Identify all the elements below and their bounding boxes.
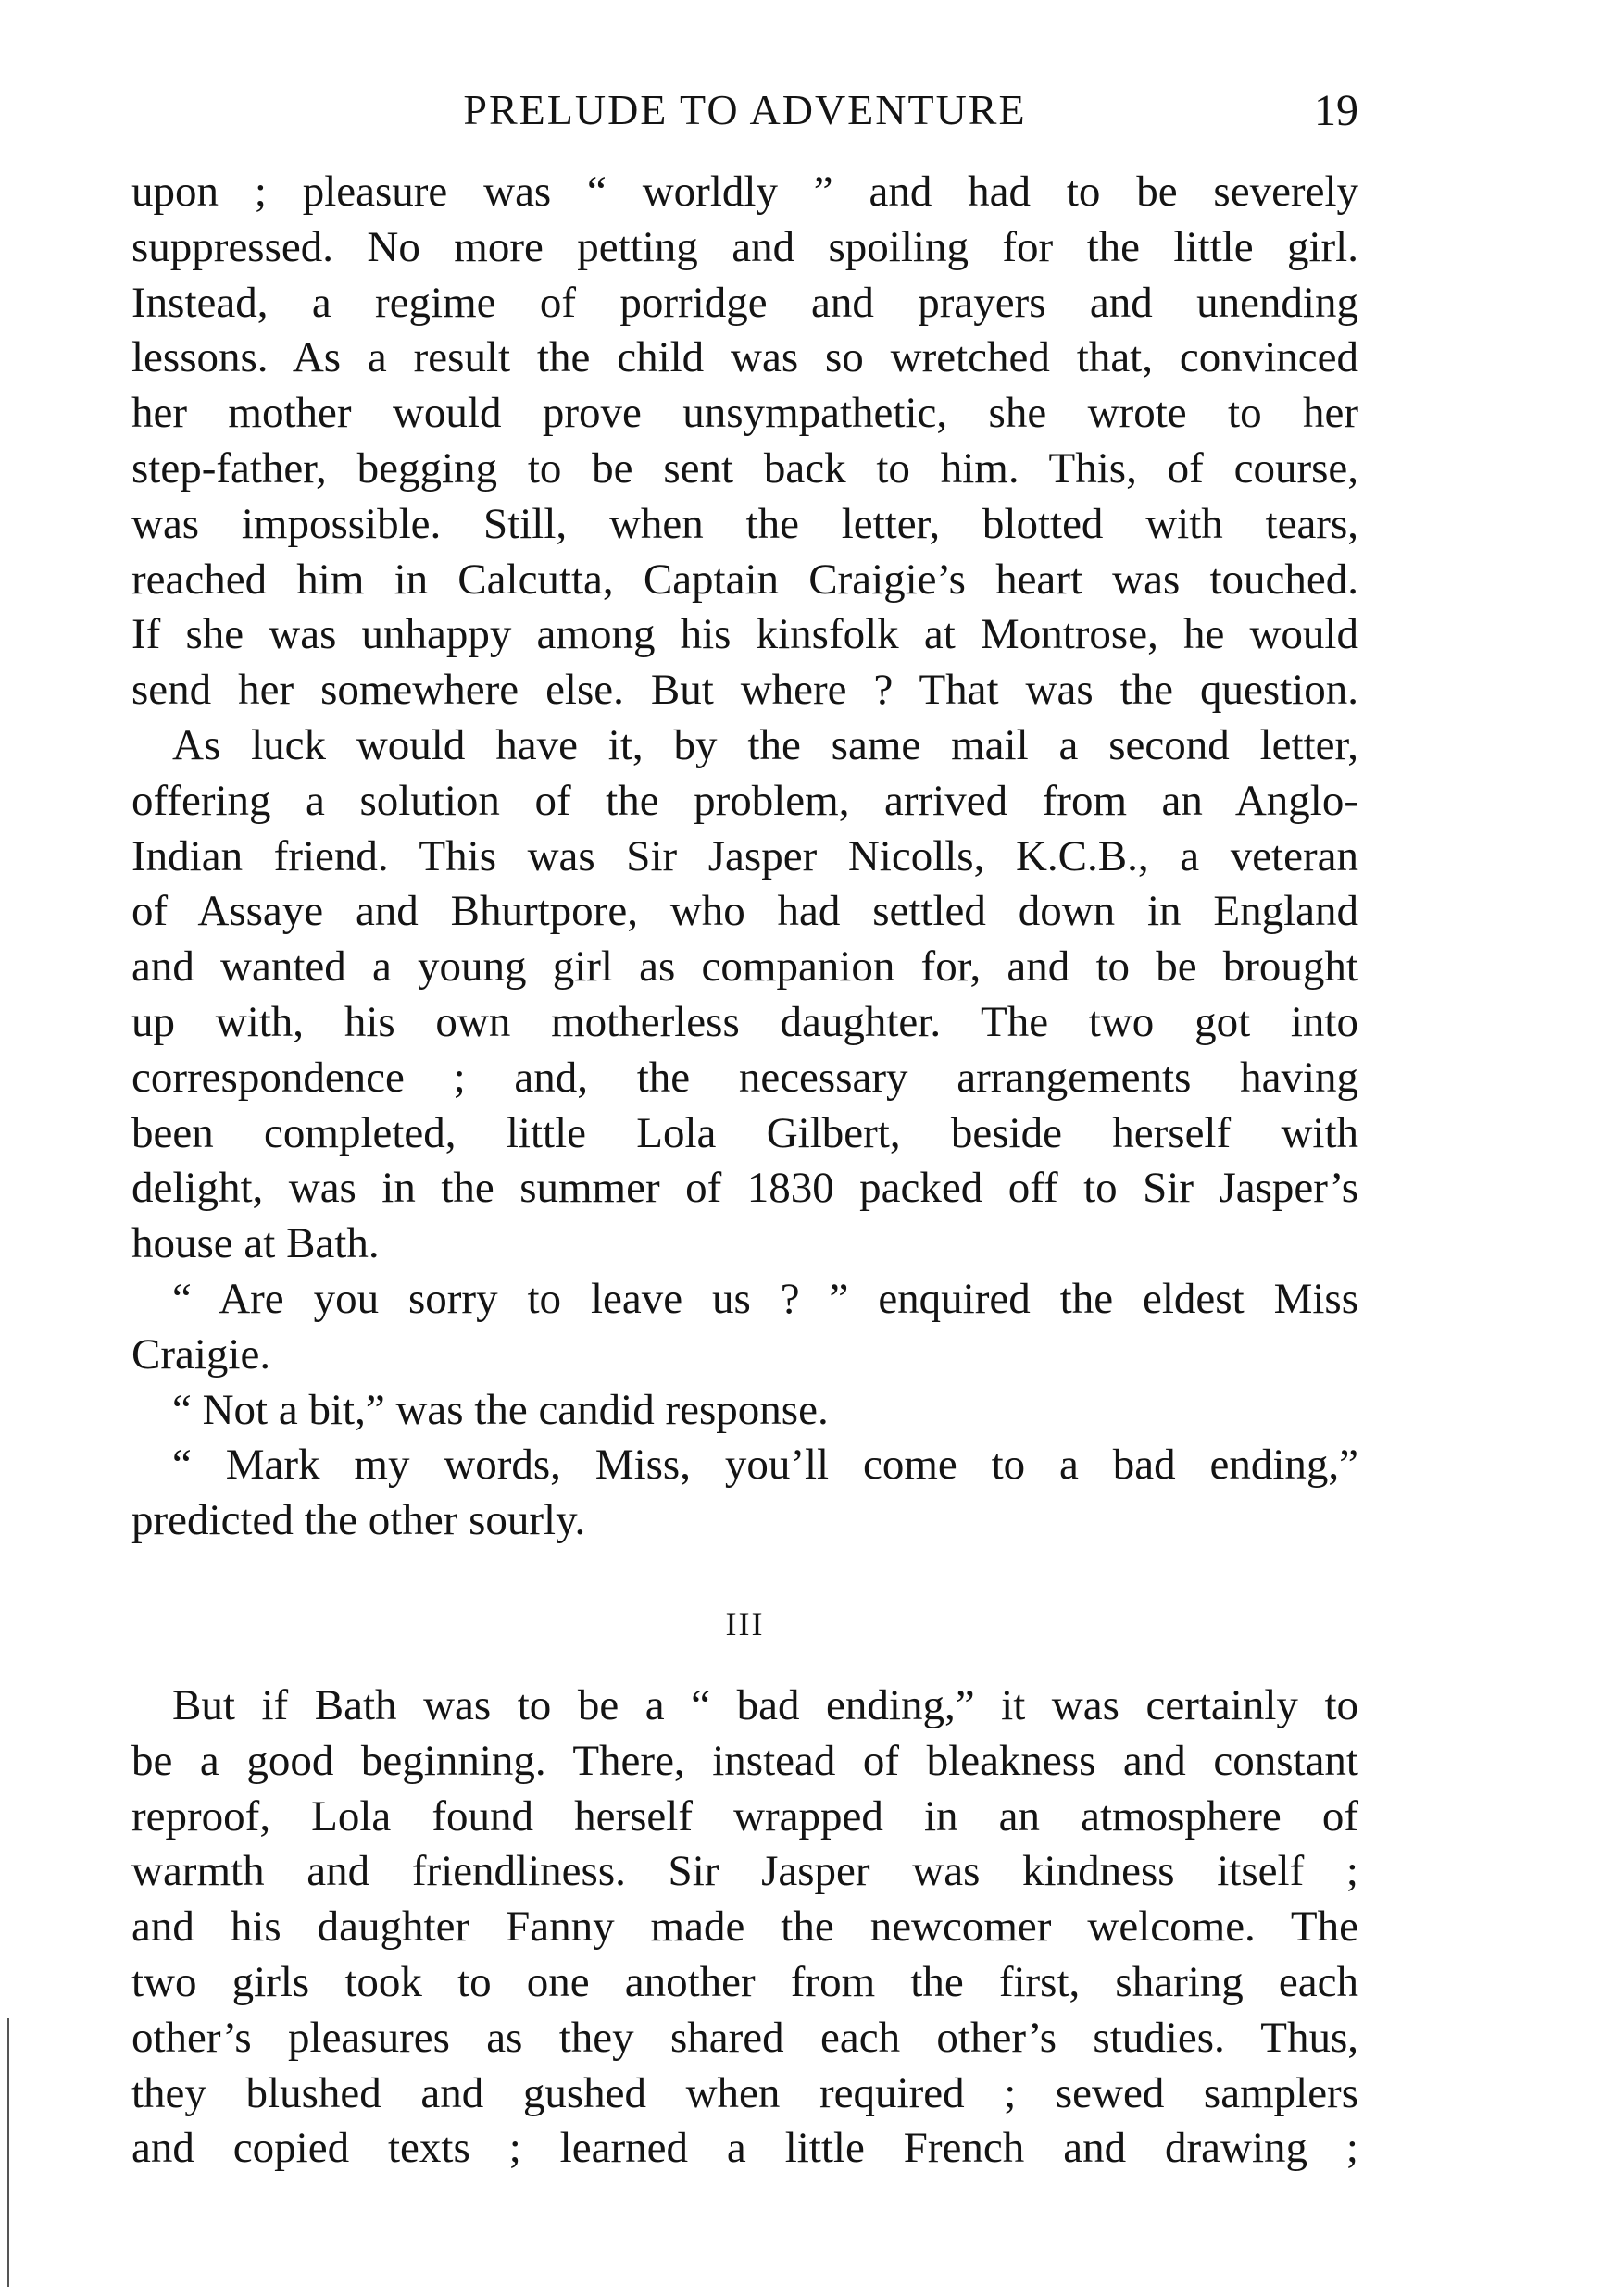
text-line: her mother would prove unsympathetic, she wrote to her	[131, 389, 1358, 438]
text-line: correspondence ; and, the necessary arrangements having	[131, 1053, 1358, 1102]
text-line: delight, was in the summer of 1830 packed off to Sir Jasper’s	[131, 1164, 1358, 1213]
text-line: they blushed and gushed when required ; sewed samplers	[131, 2068, 1358, 2117]
text-line: suppressed. No more petting and spoiling for the little girl.	[131, 222, 1358, 271]
section-gap	[131, 1549, 1358, 1569]
text-line: other’s pleasures as they shared each other’s studies. Thus,	[131, 2013, 1358, 2062]
text-line: “ Not a bit,” was the candid response.	[172, 1385, 829, 1434]
text-line: reproof, Lola found herself wrapped in an atmosphere of	[131, 1791, 1358, 1841]
paragraph	[131, 1438, 1358, 1549]
paragraph	[131, 165, 1358, 718]
text-line: of Assaye and Bhurtpore, who had settled down in England	[131, 887, 1358, 936]
scan-edge-mark	[7, 2018, 9, 2287]
text-line: house at Bath.	[131, 1219, 380, 1268]
text-line: up with, his own motherless daughter. The two got into	[131, 997, 1358, 1046]
text-line: Instead, a regime of porridge and prayers and unending	[131, 278, 1358, 327]
text-line: predicted the other sourly.	[131, 1496, 586, 1545]
text-line: reached him in Calcutta, Captain Craigie’s heart was touched.	[131, 555, 1358, 604]
page-header	[131, 85, 1358, 141]
paragraph	[131, 1678, 1358, 2177]
text-line: be a good beginning. There, instead of bleakness and constant	[131, 1736, 1358, 1785]
paragraph	[131, 1383, 1358, 1439]
paragraph	[131, 718, 1358, 1272]
text-line: step-father, begging to be sent back to him. This, of course,	[131, 443, 1358, 493]
running-title: PRELUDE TO ADVENTURE	[463, 86, 1027, 133]
text-line: “ Are you sorry to leave us ? ” enquired the eldest Miss	[172, 1274, 1358, 1323]
text-line: offering a solution of the problem, arrived from an Anglo-	[131, 776, 1358, 825]
page-number: 19	[1314, 86, 1358, 135]
text-line: lessons. As a result the child was so wretched that, convinced	[131, 333, 1358, 382]
text-line: Craigie.	[131, 1329, 271, 1379]
text-line: been completed, little Lola Gilbert, beside herself with	[131, 1108, 1358, 1157]
section-heading: III	[725, 1604, 765, 1642]
text-line: warmth and friendliness. Sir Jasper was kindness itself ;	[131, 1847, 1358, 1896]
text-line: But if Bath was to be a “ bad ending,” it was certainly to	[172, 1680, 1358, 1729]
text-line: send her somewhere else. But where ? That was the question.	[131, 666, 1358, 715]
text-line: upon ; pleasure was “ worldly ” and had to be severely	[131, 168, 1358, 216]
text-line: If she was unhappy among his kinsfolk at Montrose, he would	[131, 610, 1358, 659]
text-line: Indian friend. This was Sir Jasper Nicolls, K.C.B., a veteran	[131, 831, 1358, 880]
text-line: “ Mark my words, Miss, you’ll come to a bad ending,”	[172, 1441, 1358, 1490]
body-text	[131, 165, 1358, 2177]
text-line: was impossible. Still, when the letter, blotted with tears,	[131, 499, 1358, 548]
text-line: two girls took to one another from the first, sharing each	[131, 1957, 1358, 2006]
text-line: and wanted a young girl as companion for, and to be brought	[131, 942, 1358, 992]
paragraph	[131, 1272, 1358, 1383]
text-line: and his daughter Fanny made the newcomer welcome. The	[131, 1903, 1358, 1952]
text-line: As luck would have it, by the same mail a second letter,	[172, 720, 1358, 769]
text-line: and copied texts ; learned a little French and drawing ;	[131, 2124, 1358, 2173]
